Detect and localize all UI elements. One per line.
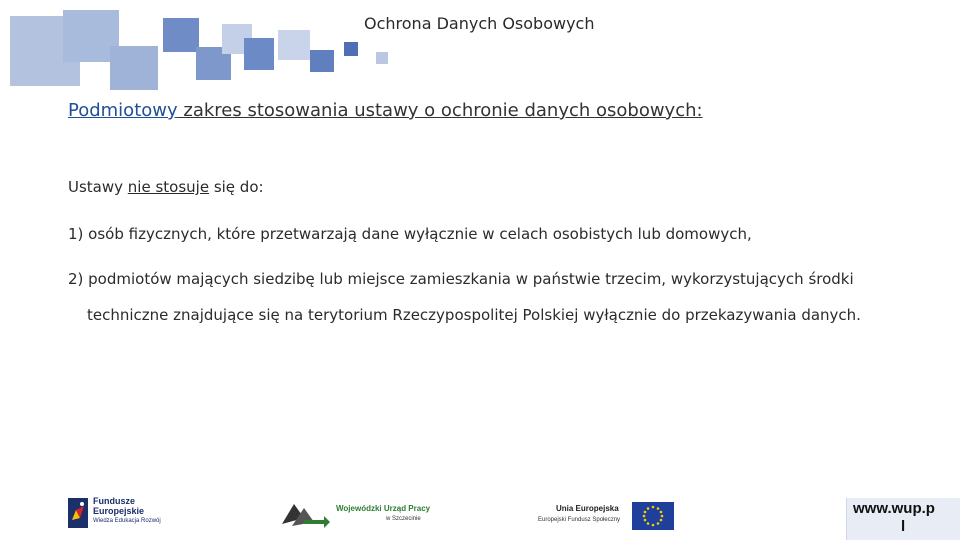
lead-prefix: Ustawy	[68, 178, 128, 196]
fundusze-europejskie-logo	[66, 494, 176, 534]
url-line2: l	[901, 518, 906, 535]
list-item-1: 1) osób fizycznych, które przetwarzają dane wyłącznie w celach osobistych lub domowych,	[68, 225, 752, 243]
header-title: Ochrona Danych Osobowych	[364, 14, 595, 33]
wup-title: Wojewódzki Urząd Pracy	[336, 504, 431, 513]
fe-star-icon	[66, 494, 90, 532]
decor-square	[244, 38, 274, 70]
wup-logo	[280, 498, 430, 532]
wup-subtitle: w Szczecinie	[386, 516, 421, 522]
unia-europejska-logo	[536, 500, 676, 532]
wup-building-icon	[280, 498, 332, 530]
lead-text	[68, 178, 264, 196]
eu-flag-icon	[632, 502, 674, 530]
decor-square	[110, 46, 158, 90]
fe-title	[93, 496, 144, 516]
website-url[interactable]	[846, 498, 960, 540]
decor-square	[310, 50, 334, 72]
url-line1: www.wup.p	[853, 500, 935, 517]
ue-subtitle: Europejski Fundusz Społeczny	[538, 517, 621, 523]
decor-square	[344, 42, 358, 56]
lead-suffix: się do:	[209, 178, 264, 196]
heading-rest: zakres stosowania ustawy o ochronie danych osobowych:	[177, 100, 703, 121]
fe-title-line1: Fundusze	[93, 496, 135, 506]
decor-square	[376, 52, 388, 64]
slide-heading	[68, 100, 703, 121]
list-item-2-line2: techniczne znajdujące się na terytorium Rzeczypospolitej Polskiej wyłącznie do przekazywania danych.	[87, 306, 861, 324]
ue-title: Unia Europejska	[556, 504, 619, 513]
lead-underlined: nie stosuje	[127, 178, 210, 196]
heading-accent: Podmiotowy	[68, 100, 178, 121]
decor-square	[278, 30, 310, 60]
list-item-2-line1: 2) podmiotów mających siedzibę lub miejsce zamieszkania w państwie trzecim, wykorzystujących środki	[68, 270, 854, 288]
fe-title-line2: Europejskie	[93, 506, 145, 516]
fe-subtitle: Wiedza Edukacja Rozwój	[93, 518, 161, 524]
decor-square	[163, 18, 199, 52]
